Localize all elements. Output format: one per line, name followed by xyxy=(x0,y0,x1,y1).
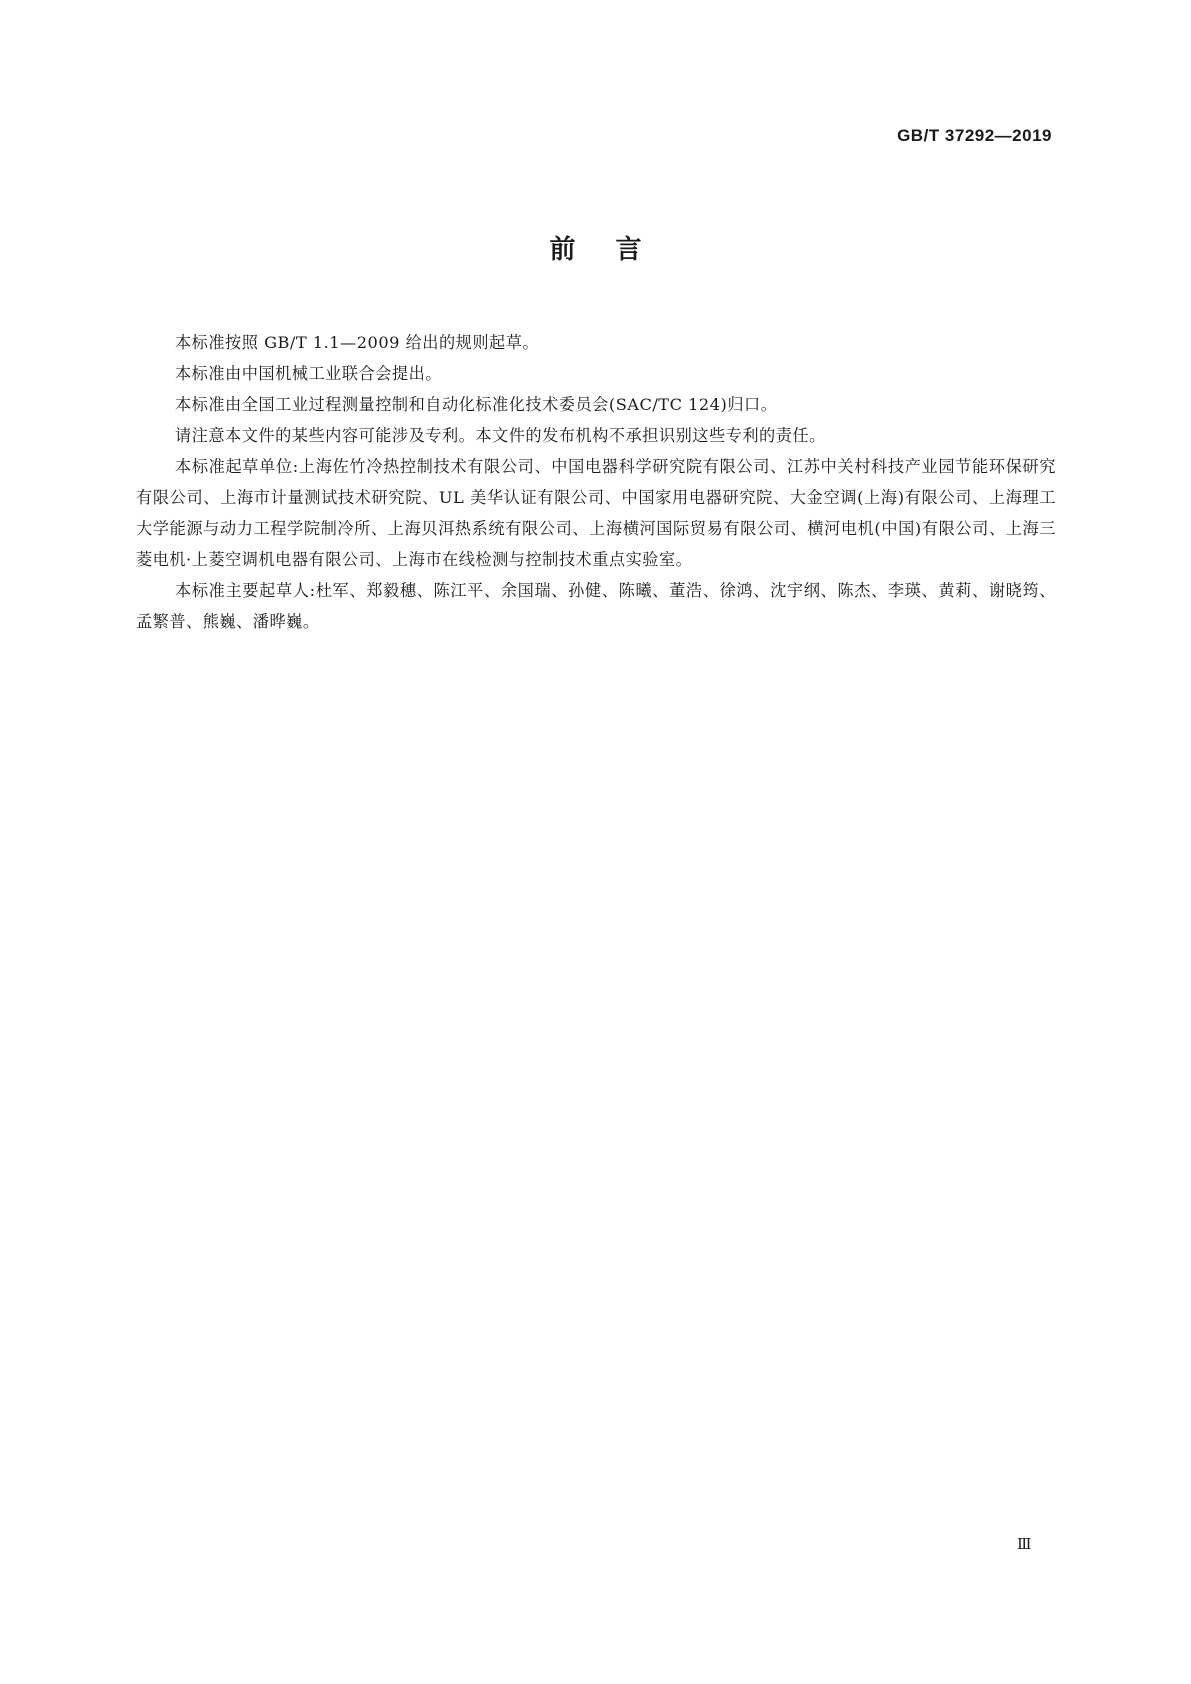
page-number: Ⅲ xyxy=(1017,1535,1032,1553)
paragraph-patent-notice: 请注意本文件的某些内容可能涉及专利。本文件的发布机构不承担识别这些专利的责任。 xyxy=(175,426,826,445)
paragraph-proposer: 本标准由中国机械工业联合会提出。 xyxy=(175,364,442,383)
page-title: 前言 xyxy=(549,235,682,265)
paragraph-main-drafters: 本标准主要起草人:杜军、郑毅穗、陈江平、余国瑞、孙健、陈曦、董浩、徐鸿、沈宇纲、陈杰、李瑛、黄莉、谢晓筠、孟繁普、熊巍、潘晔巍。 xyxy=(136,581,1056,631)
paragraph-drafting-rules: 本标准按照 GB/T 1.1—2009 给出的规则起草。 xyxy=(175,333,540,352)
paragraph-drafting-units: 本标准起草单位:上海佐竹冷热控制技术有限公司、中国电器科学研究院有限公司、江苏中关村科技产业园节能环保研究有限公司、上海市计量测试技术研究院、UL 美华认证有限公司、中国家用电器研究院、大金空调(上海)有限公司、上海理工大学能源与动力工程学院制冷所、上海贝洱热系统有限公司、上海横河国际贸易有限公司、横河电机(中国)有限公司、上海三菱电机·上菱空调机电器有限公司、上海市在线检测与控制技术重点实验室。 xyxy=(136,457,1056,569)
foreword-body xyxy=(136,327,1056,637)
standard-number: GB/T 37292—2019 xyxy=(897,126,1052,145)
paragraph-technical-committee: 本标准由全国工业过程测量控制和自动化标准化技术委员会(SAC/TC 124)归口。 xyxy=(175,395,778,414)
